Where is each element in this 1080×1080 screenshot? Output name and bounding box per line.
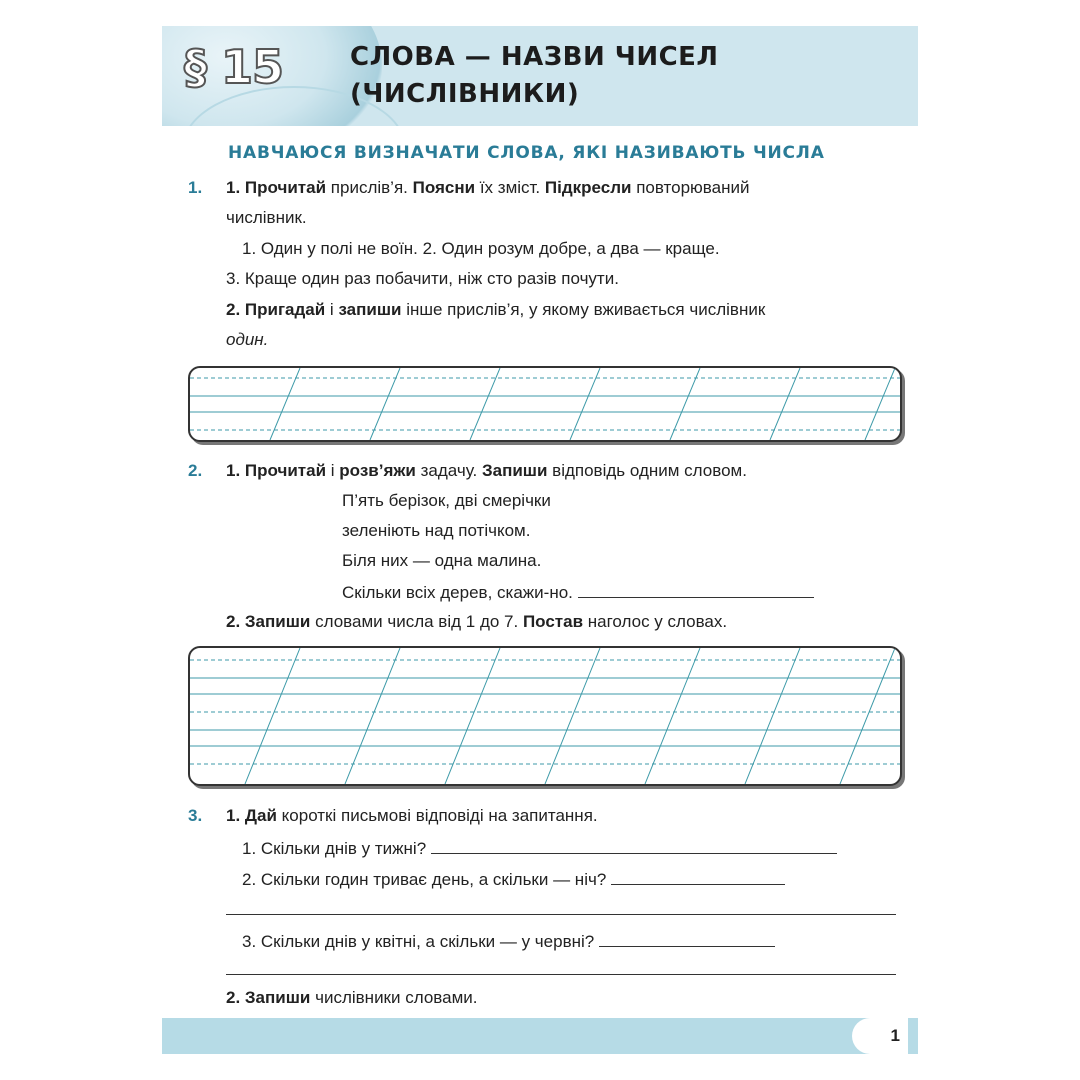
writing-ruling-2 xyxy=(190,648,900,784)
instruction-text: наголос у словах. xyxy=(587,612,728,631)
instruction-text: короткі письмові відповіді на запитання. xyxy=(281,806,598,825)
footer-band xyxy=(162,1018,918,1054)
instruction-text: словами числа від 1 до 7. xyxy=(315,612,519,631)
italic-word xyxy=(226,330,268,350)
writing-box-1[interactable] xyxy=(188,366,902,442)
poem-line-1: П’ять берізок, дві смерічки xyxy=(342,491,551,510)
question-2 xyxy=(242,868,785,890)
page-title xyxy=(350,39,719,113)
answer-blank[interactable] xyxy=(431,837,837,854)
instruction-text: числівники словами. xyxy=(315,988,478,1007)
answer-blank[interactable] xyxy=(599,930,775,947)
writing-ruling-1 xyxy=(190,368,900,440)
answer-line[interactable] xyxy=(226,914,896,915)
instruction-text: відповідь одним словом. xyxy=(552,461,747,480)
answer-blank[interactable] xyxy=(611,868,785,885)
task-3-part-2 xyxy=(226,988,477,1008)
instruction-text: їх зміст. xyxy=(479,178,541,197)
keyword-solve: розв’яжи xyxy=(339,461,416,480)
proverb-line-1: 1. Один у полі не воїн. 2. Один розум добре, а два — краще. xyxy=(242,239,720,258)
task-1-instruction-cont: числівник. xyxy=(226,208,307,227)
question-2-text: 2. Скільки годин триває день, а скільки — ніч? xyxy=(242,870,607,889)
instruction-number: 1. xyxy=(226,178,241,197)
title-line-1: СЛОВА — НАЗВИ ЧИСЕЛ xyxy=(350,42,719,72)
proverb-line-2: 3. Краще один раз побачити, ніж сто разів почути. xyxy=(226,269,619,288)
keyword-write: запиши xyxy=(338,300,402,319)
task-1-instruction xyxy=(226,178,749,198)
header-band xyxy=(162,26,918,126)
answer-blank[interactable] xyxy=(578,581,814,598)
poem-line-2: зеленіють над потічком. xyxy=(342,521,531,540)
section-number: § 15 xyxy=(184,40,284,94)
keyword-write: Запиши xyxy=(481,461,548,480)
instruction-text: задачу. xyxy=(420,461,478,480)
workbook-page xyxy=(162,26,918,1054)
keyword-write: 2. Запиши xyxy=(226,988,311,1007)
keyword-read: Прочитай xyxy=(244,178,327,197)
task-1-part-2 xyxy=(226,300,765,320)
title-line-2: (ЧИСЛІВНИКИ) xyxy=(350,79,580,109)
section-subtitle: НАВЧАЮСЯ ВИЗНАЧАТИ СЛОВА, ЯКІ НАЗИВАЮТЬ ЧИСЛА xyxy=(228,143,825,163)
answer-line[interactable] xyxy=(226,974,896,975)
writing-box-2[interactable] xyxy=(188,646,902,786)
poem-line-4 xyxy=(342,581,814,603)
task-2-instruction xyxy=(226,461,747,481)
instruction-text: і xyxy=(330,461,335,480)
keyword-read: 1. Прочитай xyxy=(226,461,327,480)
question-3-text: 3. Скільки днів у квітні, а скільки — у червні? xyxy=(242,932,595,951)
question-1 xyxy=(242,837,837,859)
task-3-number: 3. xyxy=(188,806,203,825)
keyword-give: 1. Дай xyxy=(226,806,277,825)
instruction-text: прислів’я. xyxy=(330,178,408,197)
keyword-write: 2. Запиши xyxy=(226,612,311,631)
task-1-number: 1. xyxy=(188,178,203,197)
instruction-text: інше прислів’я, у якому вживається числівник xyxy=(406,300,766,319)
poem-line-3: Біля них — одна малина. xyxy=(342,551,542,570)
keyword-explain: Поясни xyxy=(412,178,476,197)
keyword-recall: 2. Пригадай xyxy=(226,300,326,319)
task-2-number: 2. xyxy=(188,461,203,480)
task-3-instruction xyxy=(226,806,598,826)
instruction-text: і xyxy=(329,300,334,319)
task-2-part-2 xyxy=(226,612,727,632)
italic-example: один. xyxy=(226,330,269,349)
instruction-text: повторюваний xyxy=(636,178,750,197)
keyword-place: Постав xyxy=(522,612,584,631)
question-3 xyxy=(242,930,775,952)
poem-line-4-text: Скільки всіх дерев, скажи-но. xyxy=(342,583,573,602)
question-1-text: 1. Скільки днів у тижні? xyxy=(242,839,427,858)
page-number: 1 xyxy=(852,1018,908,1054)
keyword-underline: Підкресли xyxy=(544,178,632,197)
